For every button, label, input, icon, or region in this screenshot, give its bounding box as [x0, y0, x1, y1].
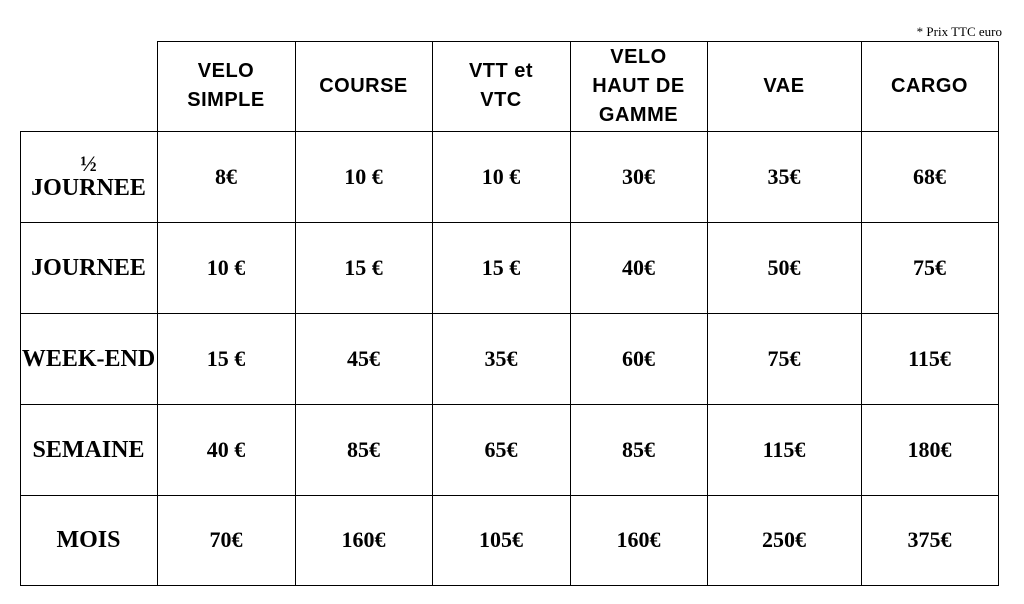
price-cell: 85€	[622, 436, 655, 462]
column-header: VAE	[763, 74, 805, 97]
price-cell: 45€	[347, 345, 380, 371]
price-cell: 35€	[484, 345, 518, 371]
price-cell: 375€	[907, 527, 952, 552]
price-cell: 68€	[913, 163, 946, 189]
price-note: * Prix TTC euro	[916, 24, 1002, 39]
price-cell: 75€	[767, 345, 801, 371]
price-cell: 250€	[762, 527, 806, 552]
price-cell: 35€	[767, 163, 801, 189]
column-header: CARGO	[891, 74, 968, 97]
row-label	[20, 131, 157, 222]
row-label: WEEK-END	[21, 345, 156, 372]
price-cell: 115€	[908, 345, 951, 371]
column-header: VELO SIMPLE	[187, 60, 265, 111]
column-header: COURSE	[319, 74, 408, 97]
price-cell: 65€	[484, 436, 518, 462]
price-cell: 8€	[215, 163, 237, 189]
price-cell: 160€	[616, 527, 661, 552]
price-cell: 85€	[347, 436, 380, 462]
price-cell: 10 €	[344, 163, 383, 189]
price-cell: 180€	[907, 436, 952, 462]
table-row-divider	[20, 585, 998, 586]
price-cell: 10 €	[206, 254, 246, 280]
row-label: JOURNEE	[31, 254, 146, 281]
row-label: MOIS	[56, 527, 121, 553]
price-cell: 15 €	[481, 254, 521, 280]
column-header: VTT et VTC	[468, 60, 534, 111]
row-label: SEMAINE	[32, 436, 145, 463]
price-cell: 60€	[622, 345, 655, 371]
price-cell: 70€	[209, 527, 243, 552]
price-cell: 30€	[622, 163, 655, 189]
price-cell: 40 €	[206, 436, 246, 462]
price-cell: 75€	[913, 254, 946, 280]
row-label-fraction: ½	[80, 150, 97, 176]
price-cell: 115€	[762, 436, 806, 462]
price-cell: 160€	[341, 527, 386, 552]
price-cell: 40€	[622, 254, 655, 280]
price-cell: 15 €	[344, 254, 383, 280]
column-header: VELO HAUT DE GAMME	[592, 45, 685, 126]
price-cell: 15 €	[206, 345, 246, 371]
price-cell: 10 €	[481, 163, 521, 189]
row-label-text: JOURNEE	[31, 174, 146, 201]
price-cell: 105€	[479, 527, 523, 552]
table-column-divider	[998, 41, 999, 586]
price-cell: 50€	[767, 254, 801, 280]
